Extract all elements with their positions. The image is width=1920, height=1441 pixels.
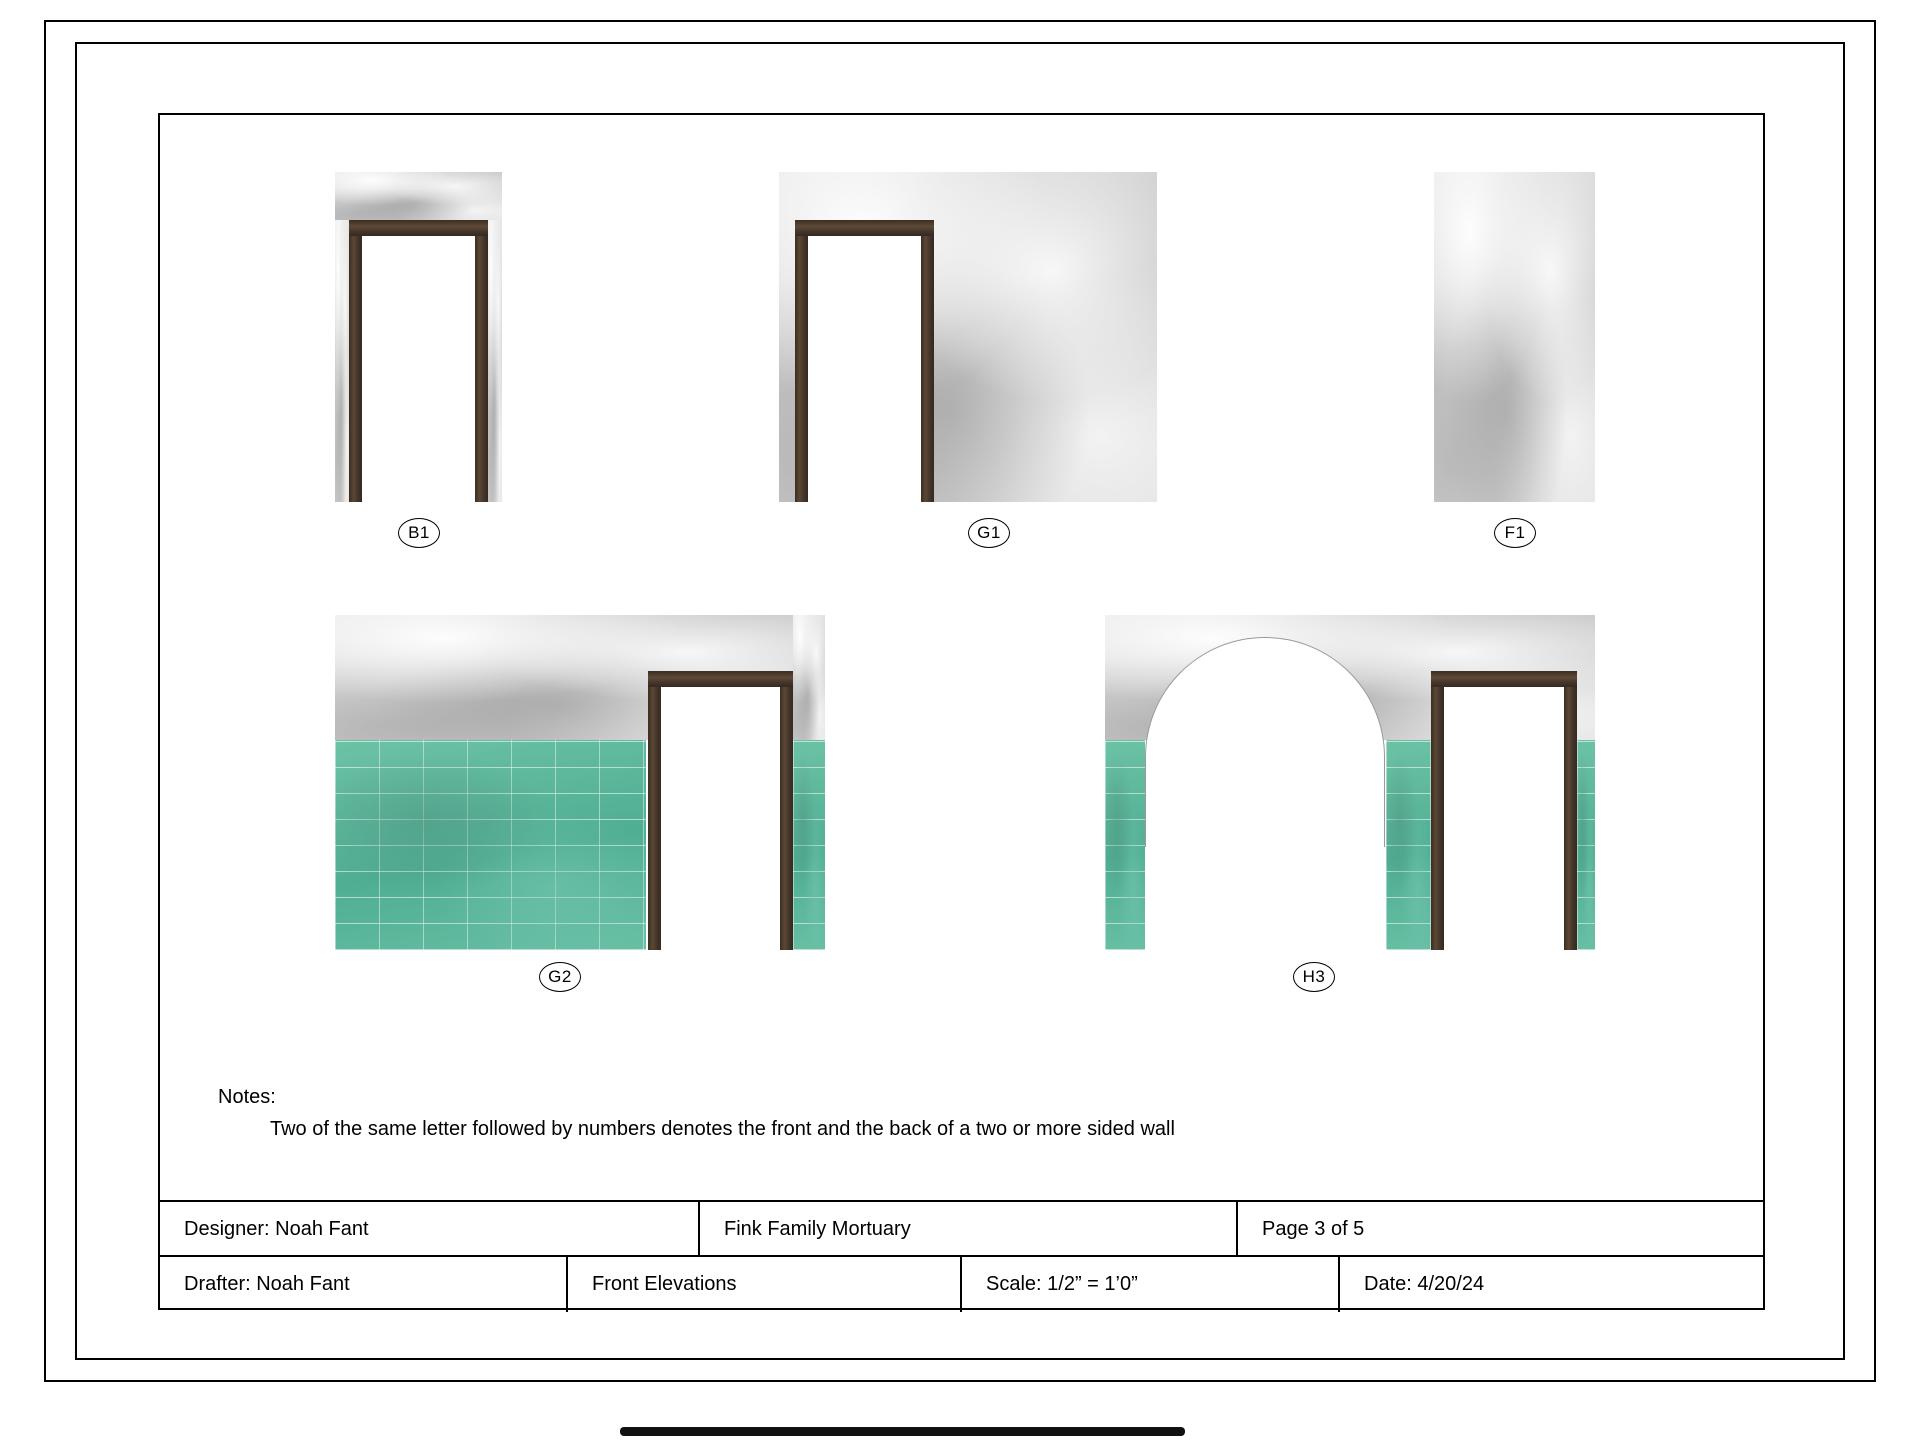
title-block-row-1	[158, 1200, 1765, 1255]
signature-mark	[878, 1400, 942, 1441]
page-number: Page 3 of 5	[1262, 1218, 1365, 1240]
elevation-b1	[335, 172, 502, 502]
b1-wood-left-jamb	[349, 236, 362, 502]
g2-tile-right-return	[793, 740, 825, 950]
elevation-g2	[335, 615, 825, 950]
elevation-f1	[1434, 172, 1595, 502]
title-block-row-2	[158, 1255, 1765, 1310]
project-title: Fink Family Mortuary	[724, 1218, 911, 1240]
b1-wood-right-jamb	[475, 236, 488, 502]
title-block	[158, 1200, 1765, 1310]
h3-wood-left-jamb	[1431, 687, 1444, 950]
signature-mark-secondary	[880, 1436, 1100, 1441]
designer-cell	[158, 1202, 698, 1257]
drafter-label: Drafter: Noah Fant	[184, 1273, 350, 1295]
drawing-title-cell	[566, 1257, 960, 1312]
g2-wood-header	[648, 671, 793, 687]
b1-wood-header	[349, 220, 488, 236]
date-label: Date: 4/20/24	[1364, 1273, 1485, 1295]
drafter-cell	[158, 1257, 566, 1312]
notes-body: Two of the same letter followed by numbers denotes the front and the back of a two or more sided wall	[270, 1118, 1175, 1140]
elevation-tag-h3: H3	[1293, 962, 1335, 992]
g1-opening	[806, 236, 921, 502]
elevation-tag-g2: G2	[539, 962, 581, 992]
h3-tile-right-return	[1577, 740, 1595, 950]
elevation-g1	[779, 172, 1157, 502]
b1-concrete-left-leg	[335, 220, 349, 502]
g2-concrete-right-return	[793, 615, 825, 740]
elevation-tag-b1: B1	[398, 518, 440, 548]
g2-tile-wainscot	[335, 740, 646, 950]
notes-heading: Notes:	[218, 1086, 276, 1108]
elevation-tag-f1: F1	[1494, 518, 1536, 548]
h3-tile-center-pier	[1386, 740, 1431, 950]
b1-concrete-header	[335, 172, 502, 220]
date-cell	[1338, 1257, 1765, 1312]
drawing-title: Front Elevations	[592, 1273, 737, 1295]
h3-wood-right-jamb	[1564, 687, 1577, 950]
h3-tile-left-pier	[1105, 740, 1145, 950]
g2-wood-left-jamb	[648, 687, 661, 950]
scale-cell	[960, 1257, 1338, 1312]
h3-door-opening	[1444, 687, 1564, 950]
g1-wood-left-jamb	[795, 236, 808, 502]
g1-wood-right-jamb	[921, 236, 934, 502]
h3-wood-header	[1431, 671, 1577, 687]
project-title-cell	[698, 1202, 1236, 1257]
elevation-h3	[1105, 615, 1595, 950]
g2-opening	[660, 687, 780, 950]
elevation-tag-g1: G1	[968, 518, 1010, 548]
b1-concrete-right-leg	[488, 220, 502, 502]
scale-label: Scale: 1/2” = 1’0”	[986, 1273, 1138, 1295]
page-number-cell	[1236, 1202, 1765, 1257]
g1-wood-header	[795, 220, 934, 236]
g2-wood-right-jamb	[780, 687, 793, 950]
designer-label: Designer: Noah Fant	[184, 1218, 369, 1240]
